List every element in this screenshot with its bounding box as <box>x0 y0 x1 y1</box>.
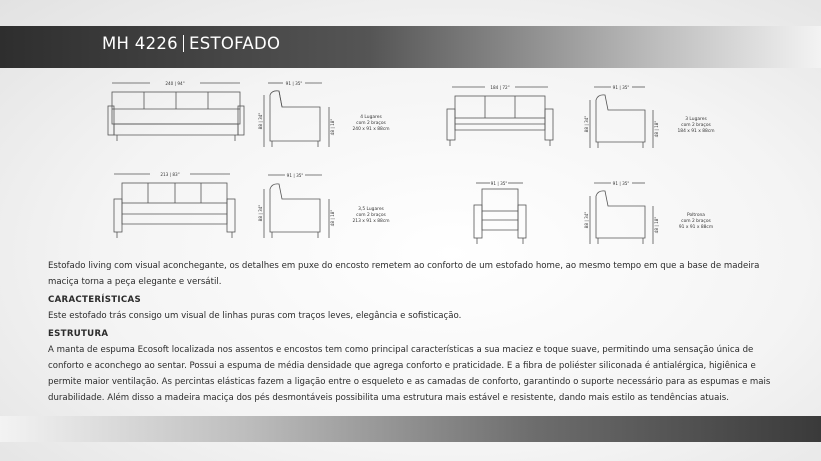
model-caption-name: Poltrona <box>687 213 705 218</box>
dimension-label: 48 | 18" <box>654 120 659 138</box>
features-paragraph: Este estofado trás consigo um visual de linhas puras com traços leves, elegância e sofisticação. <box>48 311 462 321</box>
dimension-label: 91 | 35" <box>612 85 630 90</box>
model-caption-name: 3 Lugares <box>685 117 707 122</box>
structure-paragraph: A manta de espuma Ecosoft localizada nos assentos e encostos tem como principal características a sua maciez e toque suave, permitindo uma sensação única de conforto e aconchego ao sentar. Possui a espuma de média densidade que agrega conforto e praticidade. E a fibra de poliéster siliconada é antialérgica, higiênica e permite maior ventilação. As percintas elásticas fazem a ligação entre o esqueleto e as camadas de conforto, garantindo o suporte necessário para as espumas e mais durabilidade. Além disso a madeira maciça dos pés desmontáveis possibilita uma estrutura mais estável e resistente, dando mais estilo as tendências atuais. <box>48 345 771 403</box>
dimension-label: 88 | 34" <box>258 204 263 222</box>
footer-bar <box>0 416 821 442</box>
product-category: ESTOFADO <box>188 34 281 53</box>
armchair-side-drawing <box>590 183 653 244</box>
dimension-label: 48 | 18" <box>654 216 659 234</box>
model-caption-arms: com 2 braços <box>356 213 386 218</box>
dimension-label: 240 | 94" <box>165 81 185 86</box>
armchair-front-drawing <box>474 183 526 244</box>
sofa-4-seat-side-drawing <box>264 83 329 147</box>
model-caption-size: 240 x 91 x 88cm <box>352 127 390 132</box>
model-number: MH 4226 <box>102 34 178 53</box>
model-caption-name: 3,5 Lugares <box>358 207 384 212</box>
sofa-3-seat-side-drawing <box>590 87 653 148</box>
sofa-3-5-seat-side-drawing <box>264 175 329 238</box>
dimension-label: 91 | 35" <box>612 181 630 186</box>
model-caption-arms: com 2 braços <box>356 121 386 126</box>
model-caption-size: 91 x 91 x 88cm <box>678 225 714 230</box>
dimension-label: 88 | 34" <box>584 115 589 133</box>
dimension-label: 213 | 83" <box>160 172 180 177</box>
dimension-label: 88 | 34" <box>258 112 263 130</box>
sofa-4-seat-front-drawing <box>108 83 244 141</box>
sofa-3-5-seat-front-drawing <box>114 174 235 238</box>
dimension-label: 91 | 35" <box>286 173 304 178</box>
model-caption-arms: com 2 braços <box>681 219 711 224</box>
dimension-label: 91 | 35" <box>285 81 303 86</box>
dimension-label: 88 | 34" <box>584 211 589 229</box>
intro-paragraph: Estofado living com visual aconchegante, os detalhes em puxe do encosto remetem ao conforto de um estofado home, ao mesmo tempo em que a base de madeira maciça torna a peça elegante e versátil. <box>48 261 760 287</box>
structure-heading: ESTRUTURA <box>48 329 109 339</box>
dimension-label: 48 | 18" <box>330 118 335 136</box>
model-caption-size: 213 x 91 x 88cm <box>352 219 390 224</box>
model-caption-arms: com 2 braços <box>681 123 711 128</box>
model-caption-size: 184 x 91 x 88cm <box>677 129 715 134</box>
sofa-3-seat-front-drawing <box>447 87 553 146</box>
dimension-label: 184 | 72" <box>490 85 510 90</box>
product-description <box>48 258 778 406</box>
model-caption-name: 4 Lugares <box>360 115 382 120</box>
features-heading: CARACTERÍSTICAS <box>48 295 141 305</box>
dimension-label: 91 | 35" <box>490 181 508 186</box>
dimension-label: 48 | 18" <box>330 209 335 227</box>
